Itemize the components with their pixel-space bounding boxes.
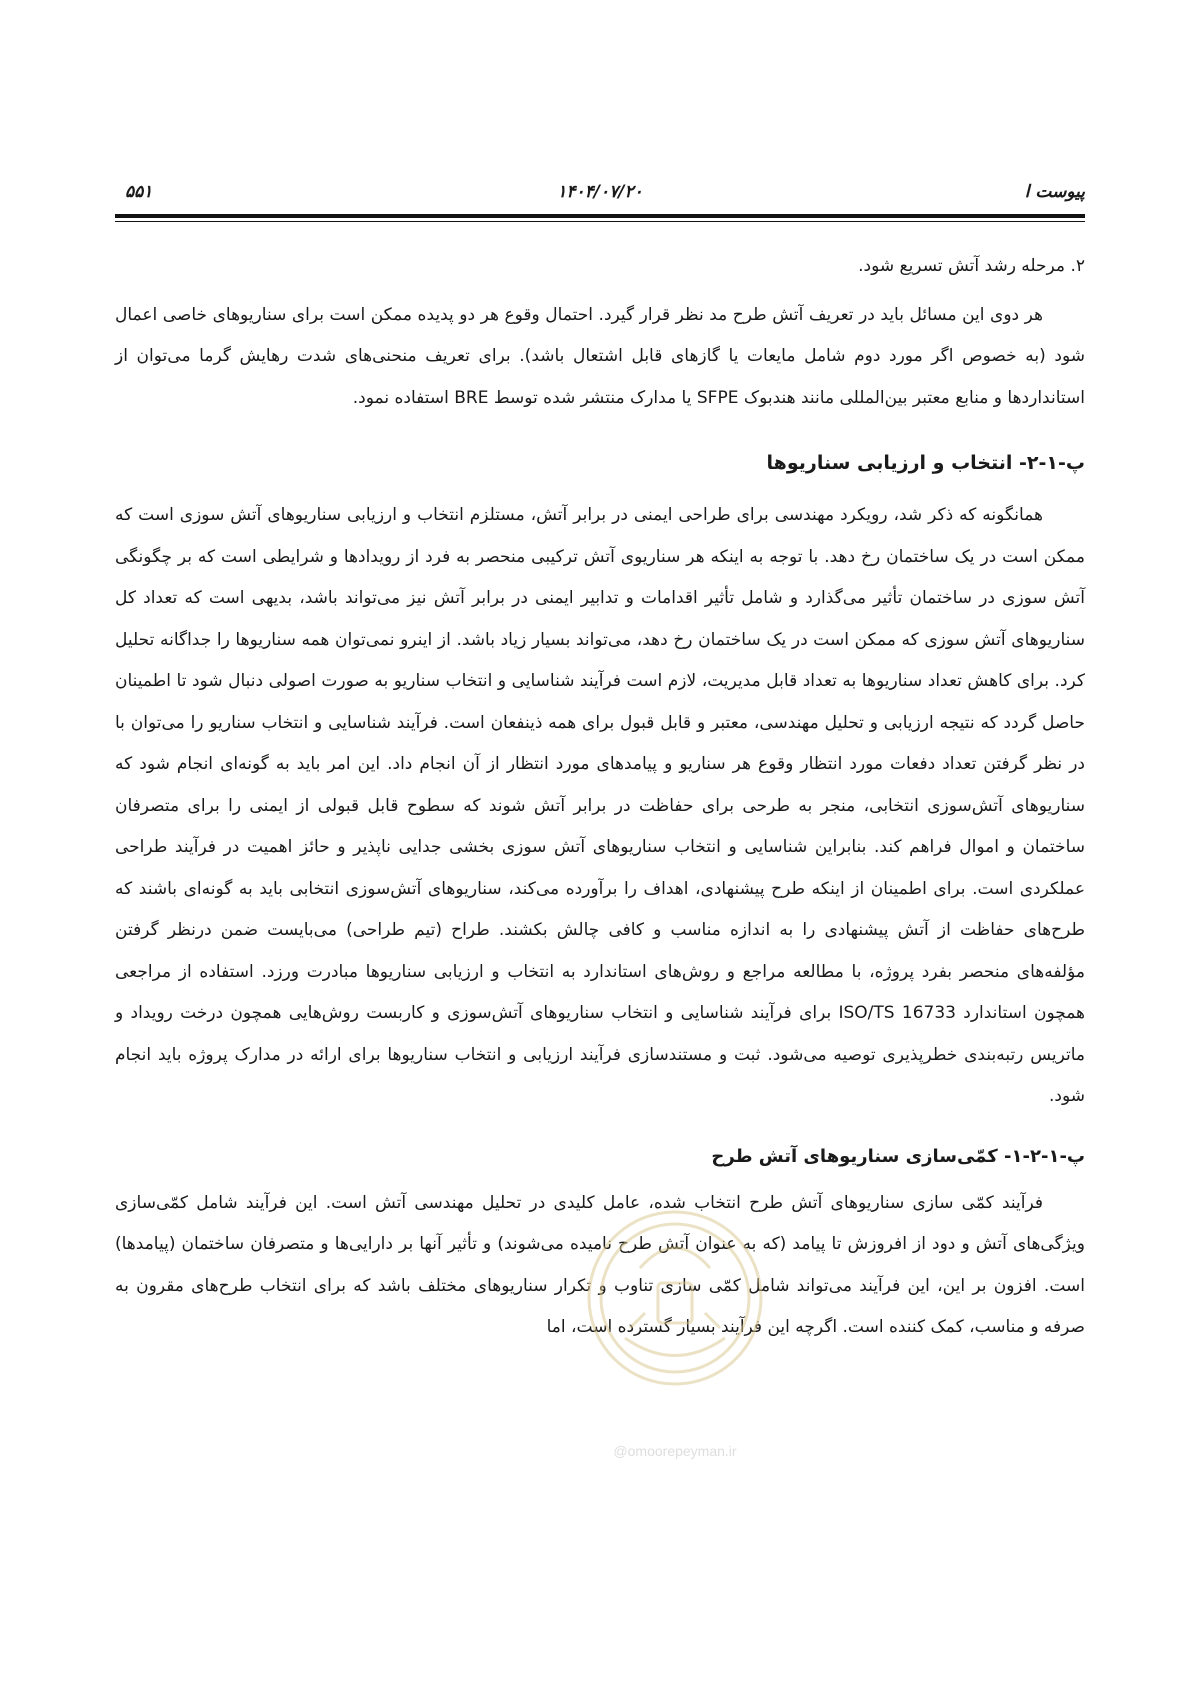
header-rule-thick <box>115 214 1085 218</box>
watermark-text: @omoorepeyman.ir <box>613 1443 737 1459</box>
subsection-heading: پ-۱-۲-۱- کمّی‌سازی سناریوهای آتش طرح <box>711 1145 1085 1167</box>
page-header <box>115 182 1085 206</box>
header-rule-thin <box>115 221 1085 222</box>
paragraph: هر دوی این مسائل باید در تعریف آتش طرح مد نظر قرار گیرد. احتمال وقوع هر دو پدیده ممکن است برای سناریوهای خاصی اعمال شود (به خصوص اگر مورد دوم شامل مایعات یا گازهای قابل اشتعال باشد). برای تعریف منحنی‌های شدت رهایش گرما می‌توان از استانداردها و منابع معتبر بین‌المللی مانند هندبوک SFPE یا مدارک منتشر شده توسط BRE استفاده نمود. <box>115 304 1085 408</box>
header-date: ۱۴۰۴/۰۷/۲۰ <box>557 182 643 202</box>
list-item: ۲. مرحله رشد آتش تسریع شود. <box>858 256 1085 276</box>
paragraph: فرآیند کمّی سازی سناریوهای آتش طرح انتخاب شده، عامل کلیدی در تحلیل مهندسی آتش است. این فرآیند شامل کمّی‌سازی ویژگی‌های آتش و دود از افروزش تا پیامد (که به عنوان آتش طرح نامیده می‌شوند) و تأثیر آنها بر دارایی‌ها و متصرفان ساختمان (پیامدها) است. افزون بر این، این فرآیند می‌تواند شامل کمّی سازی تناوب و تکرار سناریوهای مختلف باشد که برای انتخاب طرح‌های مقرون به صرفه و مناسب، کمک کننده است. اگرچه این فرآیند بسیار گسترده است، اما <box>115 1192 1085 1337</box>
section-heading: پ-۱-۲- انتخاب و ارزیابی سناریوها <box>766 452 1085 474</box>
page-number: ۵۵۱ <box>125 182 153 202</box>
document-page <box>115 0 1085 1684</box>
page-body <box>115 246 1085 1349</box>
paragraph: همانگونه که ذکر شد، رویکرد مهندسی برای طراحی ایمنی در برابر آتش، مستلزم انتخاب و ارزیابی سناریوهای آتش سوزی است که ممکن است در یک ساختمان رخ دهد. با توجه به اینکه هر سناریوی آتش ترکیبی منحصر به فرد از رویدادها و شرایطی است که بر چگونگی آتش سوزی در ساختمان تأثیر می‌گذارد و شامل تأثیر اقدامات و تدابیر ایمنی در برابر آتش نیز می‌تواند باشد، بدیهی است که تعداد کل سناریوهای آتش سوزی که ممکن است در یک ساختمان رخ دهد، می‌تواند بسیار زیاد باشد. از اینرو نمی‌توان همه سناریوها را جداگانه تحلیل کرد. برای کاهش تعداد سناریوها به تعداد قابل مدیریت، لازم است فرآیند شناسایی و انتخاب سناریو به صورت اصولی دنبال شود تا اطمینان حاصل گردد که نتیجه ارزیابی و تحلیل مهندسی، معتبر و قابل قبول برای همه ذینفعان است. فرآیند شناسایی و انتخاب سناریو را می‌توان با در نظر گرفتن تعداد دفعات مورد انتظار وقوع هر سناریو و پیامدهای مورد انتظار از آن انجام داد. این امر باید به گونه‌ای انجام شود که سناریوهای آتش‌سوزی انتخابی، منجر به طرحی برای حفاظت در برابر آتش شوند که سطوح قابل قبولی از ایمنی را برای متصرفان ساختمان و اموال فراهم کند. بنابراین شناسایی و انتخاب سناریوهای آتش سوزی بخشی جدایی ناپذیر و حائز اهمیت در فرآیند طراحی عملکردی است. برای اطمینان از اینکه طرح پیشنهادی، اهداف را برآورده می‌کند، سناریوهای آتش‌سوزی انتخابی باید به گونه‌ای باشند که طرح‌های حفاظت از آتش پیشنهادی را به اندازه مناسب و کافی چالش بکشند. طراح (تیم طراحی) می‌بایست ضمن درنظر گرفتن مؤلفه‌های منحصر بفرد پروژه، با مطالعه مراجع و روش‌های استاندارد به انتخاب و ارزیابی سناریوها مبادرت ورزد. استفاده از مراجعی همچون استاندارد ISO/TS 16733 برای فرآیند شناسایی و انتخاب سناریوهای آتش‌سوزی و کاربست روش‌هایی همچون درخت رویداد و ماتریس رتبه‌بندی خطرپذیری توصیه می‌شود. ثبت و مستندسازی فرآیند ارزیابی و انتخاب سناریوها برای ارائه در مدارک پروژه باید انجام شود. <box>115 505 1086 1106</box>
appendix-label: پیوست ا <box>1024 182 1085 202</box>
